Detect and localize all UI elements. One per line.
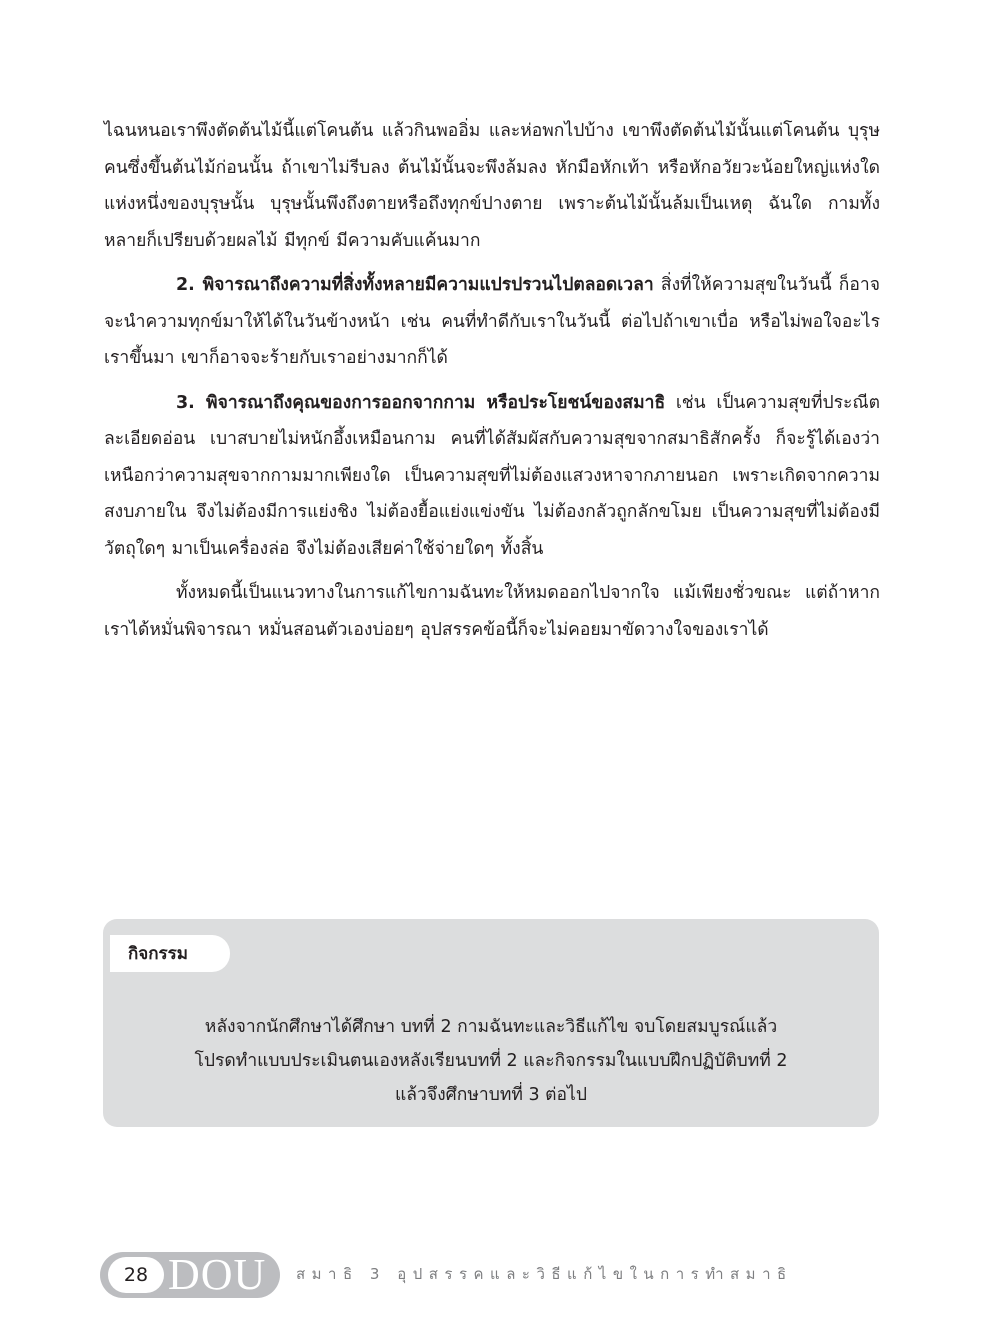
running-title: สมาธิ 3 อุปสรรคและวิธีแก้ไขในการทำสมาธิ — [296, 1265, 793, 1283]
paragraph-3 — [104, 385, 880, 568]
paragraph-1: ไฉนหนอเราพึงตัดต้นไม้นี้แต่โคนต้น แล้วกินพออิ่ม และห่อพกไปบ้าง เขาพึงตัดต้นไม้นั้นแต่โคนต้น บุรุษคนซึ่งขึ้นต้นไม้ก่อนนั้น ถ้าเขาไม่รีบลง ต้นไม้นั้นจะพึงล้มลง หักมือหักเท้า หรือหักอวัยวะน้อยใหญ่แห่งใดแห่งหนึ่งของบุรุษนั้น บุรุษนั้นพึงถึงตายหรือถึงทุกข์ปางตาย เพราะต้นไม้นั้นล้มเป็นเหตุ ฉันใด กามทั้งหลายก็เปรียบด้วยผลไม้ มีทุกข์ มีความคับแค้นมาก — [104, 121, 880, 251]
activity-line: โปรดทำแบบประเมินตนเองหลังเรียนบทที่ 2 และกิจกรรมในแบบฝึกปฏิบัติบทที่ 2 — [194, 1051, 788, 1071]
paragraph-2-heading: 2. พิจารณาถึงความที่สิ่งทั้งหลายมีความแปรปรวนไปตลอดเวลา — [176, 275, 654, 295]
paragraph-2-text: สิ่งที่ให้ความสุขในวันนี้ ก็อาจจะนำความทุกข์มาให้ได้ในวันข้างหน้า เช่น คนที่ทำดีกับเราในวันนี้ ต่อไปถ้าเขาเบื่อ หรือไม่พอใจอะไรเราขึ้นมา เขาก็อาจจะร้ายกับเราอย่างมากก็ได้ — [104, 275, 880, 368]
activity-instructions — [103, 1010, 879, 1112]
paragraph-2 — [104, 267, 880, 377]
paragraph-3-heading: 3. พิจารณาถึงคุณของการออกจากกาม หรือประโยชน์ของสมาธิ — [176, 392, 666, 413]
page-number: 28 — [108, 1257, 164, 1293]
activity-line: แล้วจึงศึกษาบทที่ 3 ต่อไป — [395, 1085, 587, 1105]
paragraph-4: ทั้งหมดนี้เป็นแนวทางในการแก้ไขกามฉันทะให้หมดออกไปจากใจ แม้เพียงชั่วขณะ แต่ถ้าหากเราได้หมั่นพิจารณา หมั่นสอนตัวเองบ่อยๆ อุปสรรคข้อนี้ก็จะไม่คอยมาขัดวางใจของเราได้ — [104, 583, 880, 640]
activity-line: หลังจากนักศึกษาได้ศึกษา บทที่ 2 กามฉันทะและวิธีแก้ไข จบโดยสมบูรณ์แล้ว — [204, 1017, 778, 1037]
paragraph-3-text: เช่น เป็นความสุขที่ประณีตละเอียดอ่อน เบาสบายไม่หนักอึ้งเหมือนกาม คนที่ได้สัมผัสกับความสุขจากสมาธิสักครั้ง ก็จะรู้ได้เองว่าเหนือกว่าความสุขจากกามมากเพียงใด เป็นความสุขที่ไม่ต้องแสวงหาจากภายนอก เพราะเกิดจากความสงบภายใน จึงไม่ต้องมีการแย่งชิง ไม่ต้องยื้อแย่งแข่งขัน ไม่ต้องกลัวถูกลักขโมย เป็นความสุขที่ไม่ต้องมีวัตถุใดๆ มาเป็นเครื่องล่อ จึงไม่ต้องเสียค่าใช้จ่ายใดๆ ทั้งสิ้น — [104, 392, 880, 559]
body-text — [104, 113, 880, 648]
dou-logo: DOU — [168, 1250, 267, 1299]
activity-label: กิจกรรม — [110, 935, 230, 972]
